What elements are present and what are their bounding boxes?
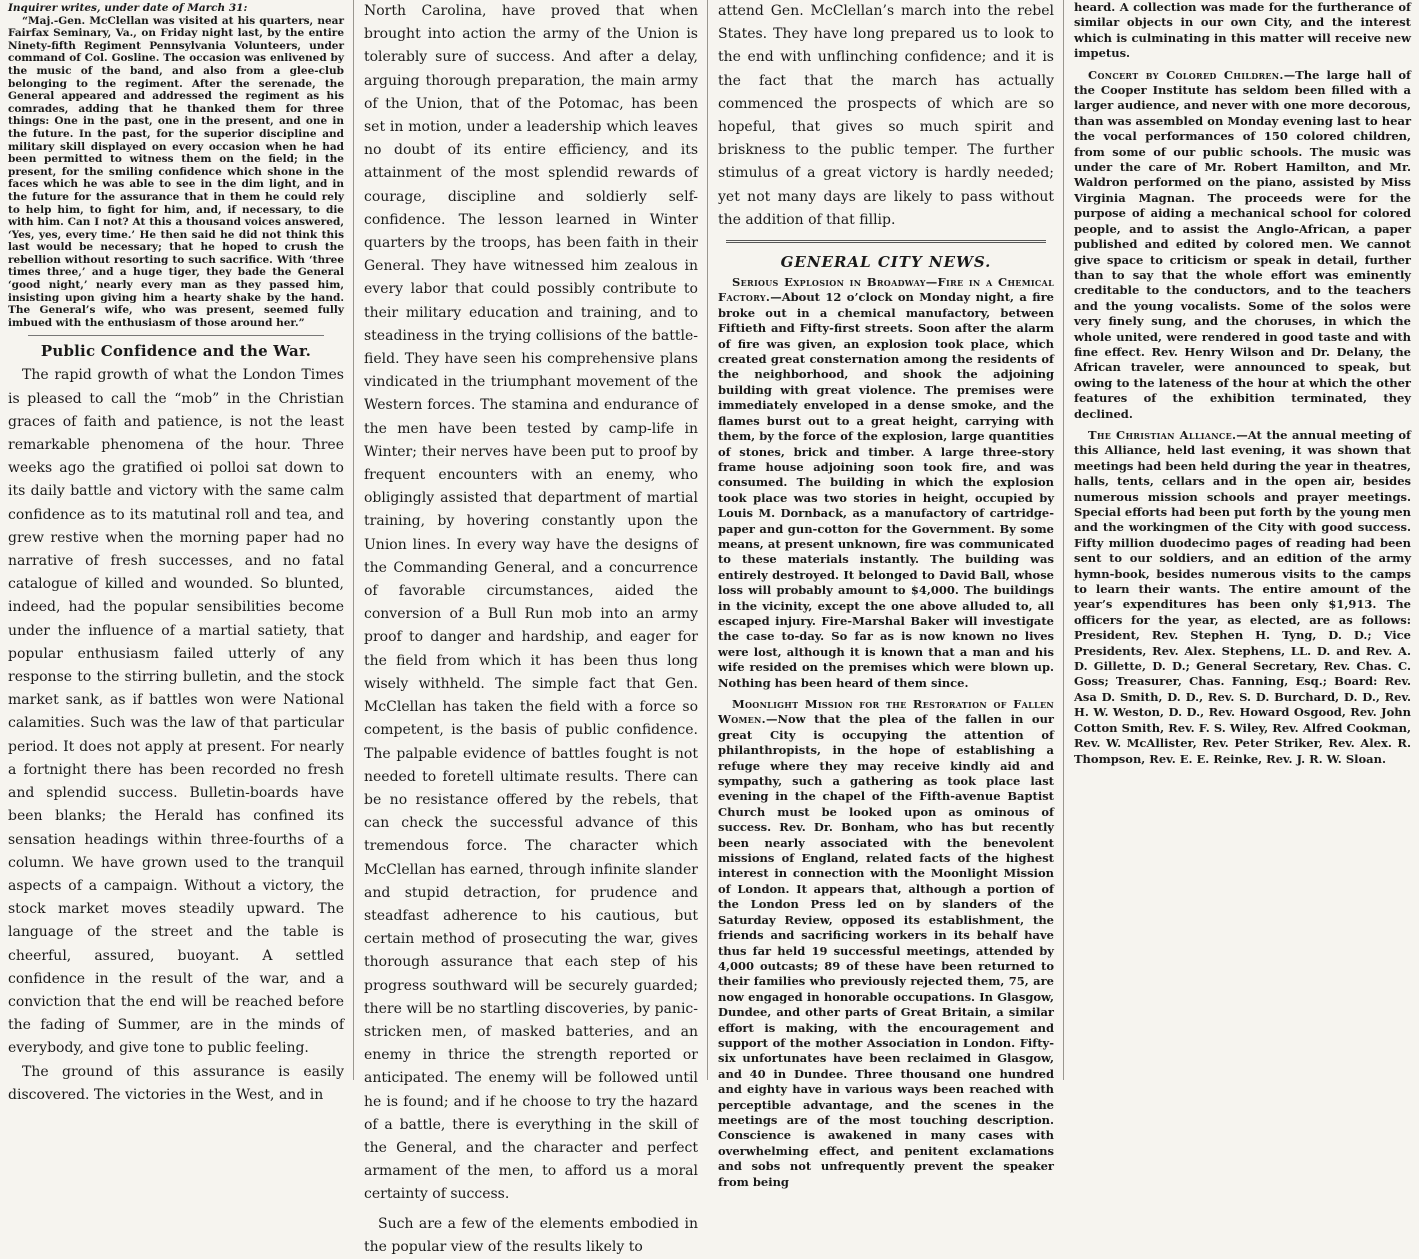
news-item-title: Concert by Colored Children.	[1088, 67, 1284, 82]
news-item-text: —Now that the plea of the fallen in our great City is occupying the attention of philanthropists, in the hope of establishing a refuge where they may receive kindly aid and sympathy, such a gathering as took place last evening in the chapel of the Fifth-avenue Baptist Church must be looked upon as ominous of success. Rev. Dr. Bonham, who has but recently been nearly associated with the benevolent missions of England, related facts of the highest interest in connection with the Moonlight Mission of London. It appears that, although a portion of the London Press led on by slanders of the Saturday Review, opposed its establishment, the friends and sacrificing workers in its behalf have thus far held 19 successful meetings, attended by 4,000 outcasts; 89 of these have been returned to their families who previously rejected them, 75, are now engaged in honorable occupations. In Glasgow, Dundee, and other parts of Great Britain, a similar effort is making, with the encouragement and support of the mother Association in London. Fifty-six unfortunates have been reclaimed in Glasgow, and 40 in Dundee. Three thousand one hundred and eighty have in various ways been reached with perceptible advantage, and the scenes in the meetings are of the most touching description. Conscience is awakened in many cases with overwhelming effect, and penitent exclamations and sobs not unfrequently prevent the speaker from being	[718, 712, 1054, 1189]
news-item-text: —The large hall of the Cooper Institute has seldom been filled with a larger audience, and never with one more decorous, than was assembled on Monday evening last to hear the vocal performances of 150 colored children, from some of our public schools. The music was under the care of Mr. Robert Hamilton, and Mr. Waldron performed on the piano, assisted by Miss Virginia Magnan. The proceeds were for the purpose of aiding a mechanical school for colored people, and to assist the Anglo-African, a paper published and edited by colored men. We cannot give space to criticism or speak in detail, further than to say that the whole effort was eminently creditable to the conductors, and to the teachers and the young vocalists. Some of the solos were very finely sung, and the choruses, in which the whole united, were rendered in good taste and with fine effect. Rev. Henry Wilson and Dr. Delany, the African traveler, were announced to speak, but owing to the lateness of the hour at which the other features of the exhibition terminated, they declined.	[1074, 67, 1411, 421]
article-body-continued: Such are a few of the elements embodied in the popular view of the results likely to	[364, 1215, 698, 1255]
news-item-text: —About 12 o’clock on Monday night, a fire broke out in a chemical manufactory, between Fiftieth and Fifty-first streets. Soon after the alarm of fire was given, an explosion took place, which created great consternation among the residents of the neighborhood, and shook the adjoining building with great violence. The premises were immediately enveloped in a dense smoke, and the flames burst out to a great height, carrying with them, by the force of the explosion, large quantities of stones, brick and timber. A large three-story frame house adjoining soon took fire, and was consumed. The building in which the explosion took place was two stories in height, occupied by Louis M. Dornback, as a manufactory of cartridge-paper and gun-cotton for the Government. By some means, at present unknown, fire was communicated to these materials instantly. The building was entirely destroyed. It belonged to David Ball, whose loss will probably amount to $4,000. The buildings in the vicinity, except the one above alluded to, all escaped injury. Fire-Marshal Baker will investigate the case to-day. So far as is now known no lives were lost, although it is known that a man and his wife resided on the premises which were blown up. Nothing has been heard of them since.	[718, 290, 1054, 690]
section-divider	[28, 335, 324, 336]
column-1	[0, 0, 352, 1103]
news-item-title: Serious Explosion in Broadway—Fire in a Chemical Factory.	[718, 275, 1054, 305]
column-4	[1066, 0, 1419, 1080]
section-heading-city-news: GENERAL CITY NEWS.	[780, 253, 992, 272]
column-rule	[353, 0, 354, 1080]
article-body-continued: The ground of this assurance is easily discovered. The victories in the West, and in	[8, 1063, 344, 1103]
news-item-explosion	[718, 275, 1054, 691]
section-heading-public-confidence: Public Confidence and the War.	[40, 342, 312, 361]
article-body: North Carolina, have proved that when brought into action the army of the Union is tolerably sure of success. And after a delay, arguing thorough preparation, the main army of the Union, that of the Potomac, has been set in motion, under a leadership which leaves no doubt of its entire efficiency, and its attainment of the most splendid rewards of courage, discipline and soldierly self-confidence. The lesson learned in Winter quarters by the troops, has been faith in their General. They have witnessed him zealous in every labor that could possibly contribute to their military education and training, and to steadiness in the trying collisions of the battle-field. They have seen his comprehensive plans vindicated in the triumphant movement of the Western forces. The stamina and endurance of the men have been tested by camp-life in Winter; their nerves have been put to proof by frequent encounters with an enemy, who obligingly assisted that department of martial training, by hovering constantly upon the Union lines. In every way have the designs of the Commanding General, and a concurrence of favorable circumstances, aided the conversion of a Bull Run mob into an army proof to danger and hardship, and eager for the field from which it has been thus long wisely withheld. The simple fact that Gen. McClellan has taken the field with a force so competent, is the basis of public confidence. The palpable evidence of battles fought is not needed to foretell ultimate results. There can be no resistance offered by the rebels, that can check the successful advance of this tremendous force. The character which McClellan has earned, through infinite slander and stupid detraction, for prudence and steadfast adherence to his cautious, but certain method of prosecuting the war, gives thorough assurance that each step of his progress southward will be securely guarded; there will be no startling discoveries, by panic-stricken men, of masked batteries, and an enemy in thrice the strength reported or anticipated. The enemy will be followed until he is found; and if he choose to try the hazard of a battle, there is everything in the skill of the General, and the character and perfect armament of the men, to afford us a moral certainty of success.	[364, 3, 698, 1203]
column-rule	[1063, 0, 1064, 1080]
column-2	[356, 0, 706, 1255]
column-3	[710, 0, 1062, 1189]
column-rule	[707, 0, 708, 1080]
article-body: The rapid growth of what the London Times is pleased to call the “mob” in the Christian graces of faith and patience, is not the least remarkable phenomena of the hour. Three weeks ago the gratified oi polloi sat down to its daily battle and victory with the same calm confidence as to its matutinal roll and tea, and grew restive when the morning paper had no narrative of fresh successes, and no fatal catalogue of killed and wounded. So blunted, indeed, had the popular sensibilities become under the influence of a martial satiety, that popular enthusiasm failed utterly of any response to the stirring bulletin, and the stock market sank, as if battles won were National calamities. Such was the law of that particular period. It does not apply at present. For nearly a fortnight there has been recorded no fresh and splendid success. Bulletin-boards have been blanks; the Herald has confined its sensation headings within three-fourths of a column. We have grown used to the tranquil aspects of a campaign. Without a victory, the stock market moves steadily upward. The language of the street and the table is cheerful, assured, buoyant. A settled confidence in the result of the war, and a conviction that the end will be reached before the fading of Summer, are in the minds of everybody, and give tone to public feeling.	[8, 367, 344, 1057]
news-item-title: Moonlight Mission for the Restoration of Fallen Women.	[718, 697, 1054, 727]
letter-quote: “Maj.-Gen. McClellan was visited at his quarters, near Fairfax Seminary, Va., on Friday night last, by the entire Ninety-fifth Regiment Pennsylvania Volunteers, under command of Col. Gosline. The occasion was enlivened by the music of the band, and also from a glee-club belonging to the regiment. After the serenade, the General appeared and addressed the regiment as his comrades, adding that he thanked them for three things: One in the past, one in the present, and one in the future. In the past, for the superior discipline and military skill displayed on every occasion when he had been permitted to witness them on the field; in the present, for the smiling confidence which shone in the faces which he was able to see in the dim light, and in the future for the assurance that in them he could rely to help him, to fight for him, and, if necessary, to die with him. Can I not? At this a thousand voices answered, ‘Yes, yes, every time.’ He then said he did not think this last would be necessary; that he hoped to crush the rebellion without resorting to such sacrifice. With ‘three times three,’ and a huge tiger, they bade the General ‘good night,’ nearly every man as they passed him, insisting upon giving him a hearty shake by the hand. The General’s wife, who was present, seemed fully imbued with the enthusiasm of those around her.”	[8, 14, 344, 329]
letter-intro: Inquirer writes, under date of March 31:	[8, 2, 248, 14]
news-item-concert	[1074, 68, 1411, 422]
news-item-continued: heard. A collection was made for the furtherance of similar objects in our own City, and the interest which is culminating in this matter will receive new impetus.	[1074, 0, 1411, 61]
section-divider	[726, 240, 1046, 243]
news-item-title: The Christian Alliance.	[1088, 427, 1237, 442]
article-body: attend Gen. McClellan’s march into the rebel States. They have long prepared us to look to the end with unflinching confidence; and it is the fact that the march has actually commenced the prospects of which are so hopeful, that gives so much spirit and briskness to the public temper. The further stimulus of a great victory is hardly needed; yet not many days are likely to pass without the addition of that fillip.	[718, 3, 1054, 228]
news-item-christian-alliance	[1074, 428, 1411, 767]
news-item-moonlight-mission	[718, 697, 1054, 1190]
news-item-text: —At the annual meeting of this Alliance, held last evening, it was shown that meetings had been held during the year in theatres, halls, tents, cellars and in the open air, besides numerous mission schools and prayer meetings. Special efforts had been put forth by the young men and the workingmen of the City with good success. Fifty million duodecimo pages of reading had been sent to our soldiers, and an edition of the army hymn-book, besides numerous visits to the camps to learn their wants. The entire amount of the year’s expenditures has been only $1,913. The officers for the year, as elected, are as follows: President, Rev. Stephen H. Tyng, D. D.; Vice Presidents, Rev. Alex. Stephens, LL. D. and Rev. A. D. Gillette, D. D.; General Secretary, Rev. Chas. C. Goss; Treasurer, Chas. Fanning, Esq.; Board: Rev. Asa D. Smith, D. D., Rev. S. D. Burchard, D. D., Rev. H. W. Weston, D. D., Rev. Howard Osgood, Rev. John Cotton Smith, Rev. F. S. Wiley, Rev. Alfred Cookman, Rev. W. McAllister, Rev. Peter Striker, Rev. Alex. R. Thompson, Rev. E. E. Reinke, Rev. J. R. W. Sloan.	[1074, 427, 1411, 766]
